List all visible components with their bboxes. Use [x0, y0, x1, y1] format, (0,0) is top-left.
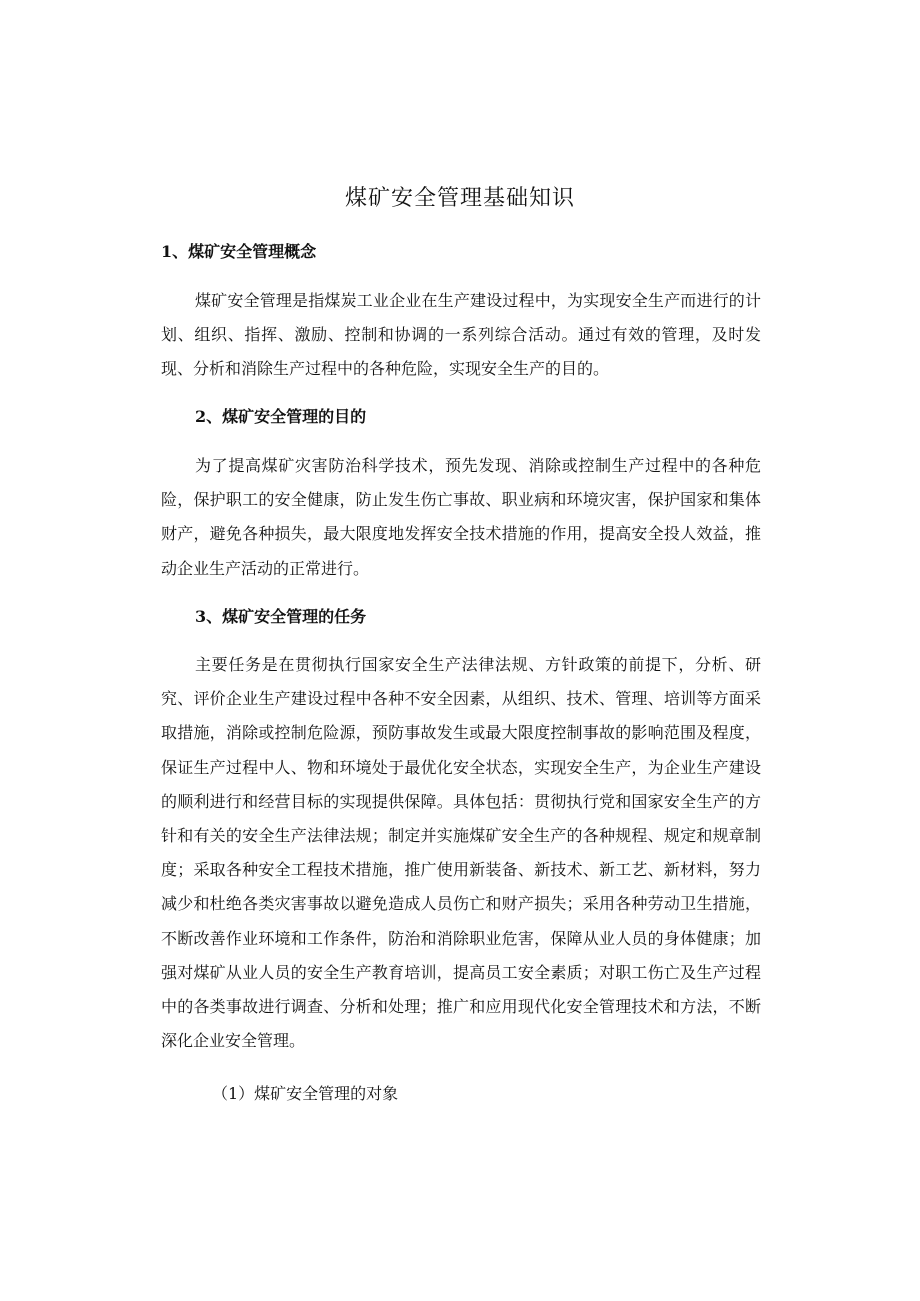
- section-paragraph-concept: 煤矿安全管理是指煤炭工业企业在生产建设过程中，为实现安全生产而进行的计划、组织、指挥、激励、控制和协调的一系列综合活动。通过有效的管理，及时发现、分析和消除生产过程中的各种危险，实现安全生产的目的。: [161, 291, 761, 379]
- section-heading-purpose: 2、煤矿安全管理的目的: [195, 407, 367, 426]
- section-heading-tasks: 3、煤矿安全管理的任务: [195, 607, 367, 626]
- subsection-heading-objects: （1）煤矿安全管理的对象: [212, 1084, 399, 1103]
- section-paragraph-purpose: 为了提高煤矿灾害防治科学技术，预先发现、消除或控制生产过程中的各种危险，保护职工的安全健康，防止发生伤亡事故、职业病和环境灾害，保护国家和集体财产，避免各种损失，最大限度地发挥安全技术措施的作用，提高安全投人效益，推动企业生产活动的正常进行。: [161, 456, 761, 578]
- section-heading-concept: 1、煤矿安全管理概念: [161, 242, 317, 261]
- section-paragraph-tasks: 主要任务是在贯彻执行国家安全生产法律法规、方针政策的前提下，分析、研究、评价企业生产建设过程中各种不安全因素，从组织、技术、管理、培训等方面采取措施，消除或控制危险源，预防事故发生或最大限度控制事故的影响范围及程度，保证生产过程中人、物和环境处于最优化安全状态，实现安全生产，为企业生产建设的顺利进行和经营目标的实现提供保障。具体包括：贯彻执行党和国家安全生产的方针和有关的安全生产法律法规；制定并实施煤矿安全生产的各种规程、规定和规章制度；采取各种安全工程技术措施，推广使用新装备、新技术、新工艺、新材料，努力减少和杜绝各类灾害事故以避免造成人员伤亡和财产损失；采用各种劳动卫生措施，不断改善作业环境和工作条件，防治和消除职业危害，保障从业人员的身体健康；加强对煤矿从业人员的安全生产教育培训，提高员工安全素质；对职工伤亡及生产过程中的各类事故进行调查、分析和处理；推广和应用现代化安全管理技术和方法，不断深化企业安全管理。: [161, 655, 761, 1051]
- document-title: 煤矿安全管理基础知识: [344, 186, 575, 211]
